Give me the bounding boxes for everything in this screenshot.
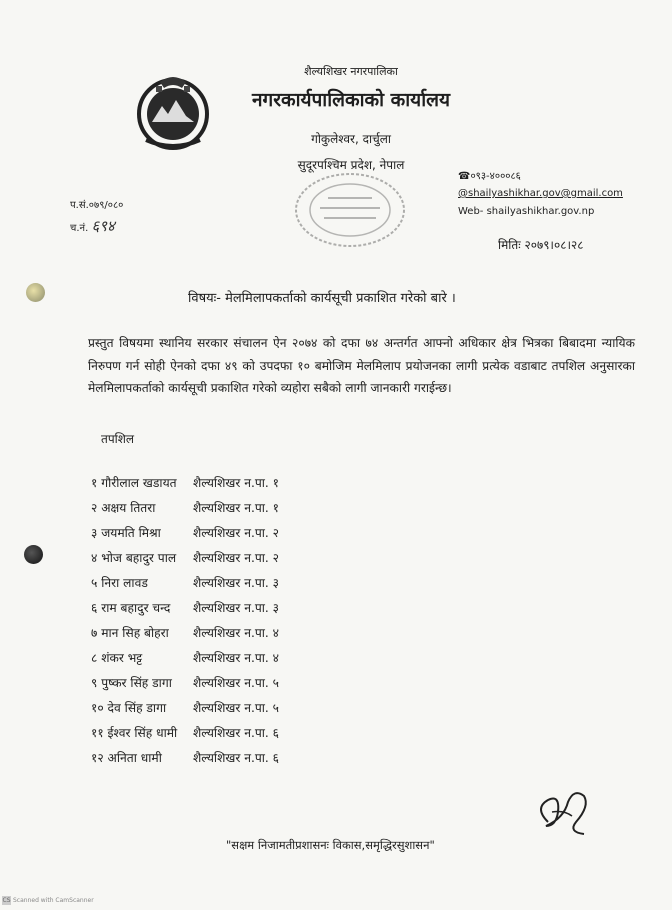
mediator-list [91,474,371,774]
list-item [91,524,371,549]
mediator-name: २ अक्षय तितरा [91,501,156,515]
patra-sankhya: प.सं.०७९/०८० [70,200,124,211]
mediator-name: १० देव सिंह डागा [91,701,167,715]
list-item [91,549,371,574]
scanner-note: Scanned with CamScanner [13,897,94,904]
office-name: नगरकार्यपालिकाको कार्यालय [251,89,451,111]
mediator-name: १२ अनिता धामी [91,751,162,765]
list-item [91,499,371,524]
contact-phone: ☎०९३-४०००८६ [458,171,521,182]
mediator-ward: शैल्यशिखर न.पा. १ [193,476,280,490]
mediator-ward: शैल्यशिखर न.पा. ५ [193,676,280,690]
mediator-name: ७ मान सिह बोहरा [91,626,169,640]
chalani-label: च.नं. [70,223,89,234]
mediator-name: ३ जयमति मिश्रा [91,526,161,540]
punch-hole [24,545,43,564]
chalani-number-line [70,216,115,236]
chalani-number: ६९४ [91,217,115,235]
mediator-ward: शैल्यशिखर न.पा. २ [193,551,280,565]
mediator-ward: शैल्यशिखर न.पा. ५ [193,701,280,715]
mediator-ward: शैल्यशिखर न.पा. ३ [193,601,280,615]
mediator-ward: शैल्यशिखर न.पा. २ [193,526,280,540]
office-slogan: "सक्षम निजामतीप्रशासनः विकास,समृद्धिरसुशासन" [226,838,435,852]
mediator-ward: शैल्यशिखर न.पा. ४ [193,651,280,665]
mediator-name: ४ भोज बहादुर पाल [91,551,177,565]
mediator-ward: शैल्यशिखर न.पा. १ [193,501,280,515]
list-item [91,649,371,674]
contact-website[interactable]: Web- shailyashikhar.gov.np [458,206,595,217]
nepal-emblem-icon [132,70,214,152]
punch-hole [26,283,45,302]
mediator-ward: शैल्यशिखर न.पा. ६ [193,751,280,765]
mediator-ward: शैल्यशिखर न.पा. ३ [193,576,280,590]
letter-subject: विषयः- मेलमिलापकर्ताको कार्यसूची प्रकाशित गरेको बारे । [188,291,456,306]
mediator-name: ५ निरा लावड [91,576,148,590]
list-item [91,724,371,749]
mediator-name: ८ शंकर भट्ट [91,651,143,665]
tapsil-heading: तपशिल [101,432,135,446]
mediator-ward: शैल्यशिखर न.पा. ४ [193,626,280,640]
mediator-name: ११ ईश्वर सिंह धामी [91,726,178,740]
signature-icon [528,782,598,842]
list-item [91,674,371,699]
camscanner-logo-icon: CS [2,897,11,904]
office-province: सुदूरपश्चिम प्रदेश, नेपाल [297,158,405,172]
scanner-watermark [2,896,94,905]
mediator-name: ९ पुष्कर सिंह डागा [91,676,172,690]
office-stamp-icon [290,168,410,252]
list-item [91,474,371,499]
list-item [91,574,371,599]
contact-email[interactable]: @shailyashikhar.gov@gmail.com [458,188,623,199]
mediator-name: १ गौरीलाल खडायत [91,476,177,490]
office-place: गोकुलेश्वर, दार्चुला [311,132,391,146]
list-item [91,749,371,774]
mediator-name: ६ राम बहादुर चन्द [91,601,171,615]
list-item [91,699,371,724]
list-item [91,624,371,649]
mediator-ward: शैल्यशिखर न.पा. ६ [193,726,280,740]
letter-date: मितिः २०७९।०८।२८ [498,238,584,252]
municipality-name: शैल्यशिखर नगरपालिका [304,65,398,78]
letter-body: प्रस्तुत विषयमा स्थानिय सरकार संचालन ऐन २०७४ को दफा ७४ अन्तर्गत आफ्नो अधिकार क्षेत्र भित्रका बिबादमा न्यायिक निरुपण गर्न सोही ऐनको दफा ४९ को उपदफा १० बमोजिम मेलमिलाप प्रयोजनका लागी प्रत्येक वडाबाट तपशिल अनुसारका मेलमिलापकर्ताको कार्यसूची प्रकाशित गरेको व्यहोरा सबैको लागी जानकारी गराईन्छ। [88,336,635,395]
list-item [91,599,371,624]
